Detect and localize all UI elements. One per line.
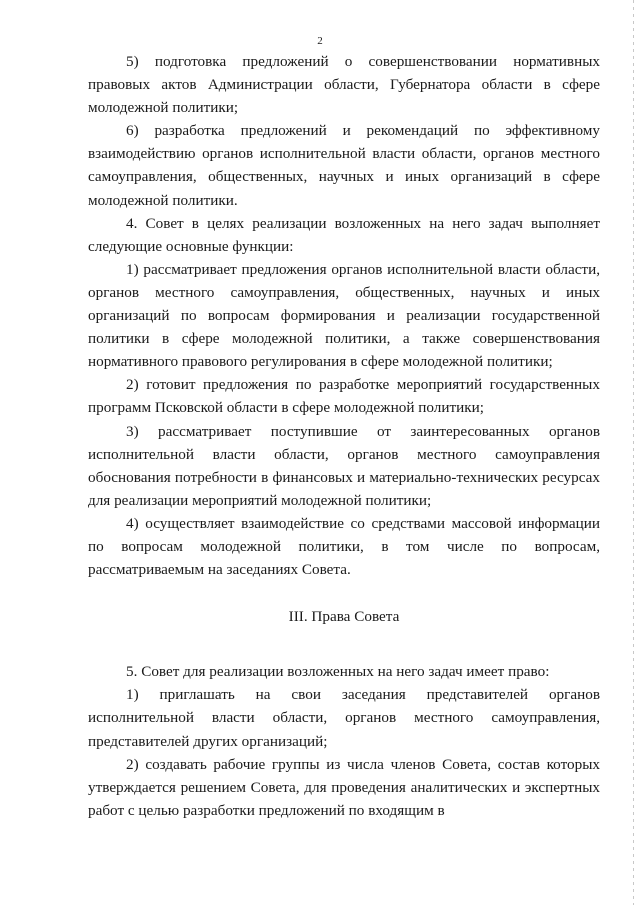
paragraph-clause-4: 4. Совет в целях реализации возложенных на него задач выполняет следующие основные функции: — [88, 214, 600, 255]
paragraph-function-1: 1) рассматривает предложения органов исполнительной власти области, органов местного самоуправления, общественных, научных и иных организаций по вопросам формирования и реализации государственной политики в сфере молодежной политики, а также совершенствования нормативного правового регулирования в сфере молодежной политики; — [88, 260, 600, 371]
paragraph-right-1: 1) приглашать на свои заседания представителей органов исполнительной власти области, органов местного самоуправления, представителей других организаций; — [88, 686, 600, 750]
paragraph-item-5: 5) подготовка предложений о совершенствовании нормативных правовых актов Администрации области, Губернатора области в сфере молодежной политики; — [88, 53, 600, 117]
page-number: 2 — [317, 35, 323, 47]
paragraph-function-3: 3) рассматривает поступившие от заинтересованных органов исполнительной власти области, органов местного самоуправления обоснования потребности в финансовых и материально-технических ресурсах для реализации мероприятий молодежной политики; — [88, 422, 600, 509]
paragraph-item-6: 6) разработка предложений и рекомендаций по эффективному взаимодействию органов исполнительной власти области, органов местного самоуправления, общественных, научных и иных организаций в сфере молодежной политики. — [88, 122, 600, 209]
paragraph-function-4: 4) осуществляет взаимодействие со средствами массовой информации по вопросам молодежной политики, в том числе по вопросам, рассматриваемым на заседаниях Совета. — [88, 514, 600, 579]
paragraph-right-2: 2) создавать рабочие группы из числа членов Совета, состав которых утверждается решением Совета, для проведения аналитических и экспертных работ с целью разработки предложений по входящим в — [88, 755, 600, 819]
paragraph-function-2: 2) готовит предложения по разработке мероприятий государственных программ Псковской области в сфере молодежной политики; — [88, 376, 600, 417]
scan-edge — [633, 0, 634, 905]
paragraph-clause-5: 5. Совет для реализации возложенных на него задач имеет право: — [126, 663, 550, 681]
document-body — [88, 50, 600, 822]
section-heading: III. Права Совета — [288, 608, 400, 626]
